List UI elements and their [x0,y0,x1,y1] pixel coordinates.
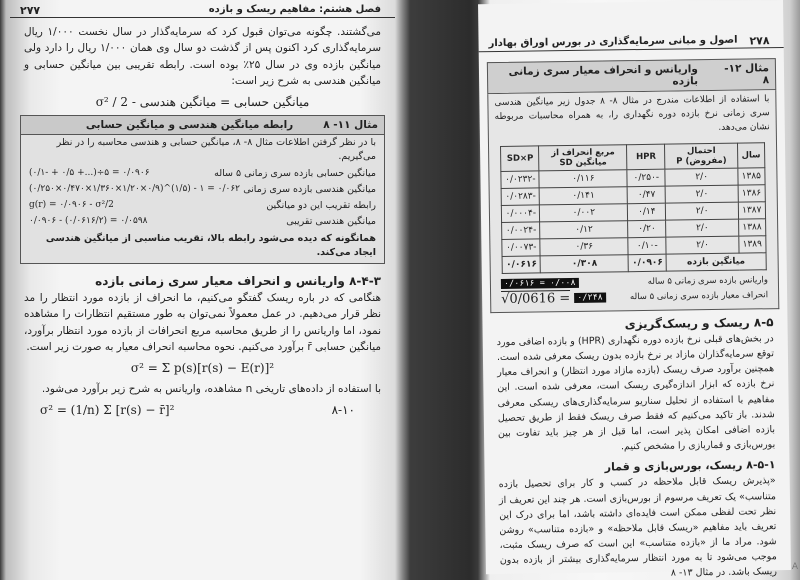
left-page-number: ۲۷۷ [20,4,41,17]
example-12-header [487,58,776,94]
variance-label: واریانس بازده سری زمانی ۵ ساله [647,275,768,287]
right-section-paragraph: در بخش‌های قبلی نرخ بازده دوره نگهداری (HPR) و بازده اضافی مورد توقع سرمایه‌گذاران مازاد بر نرخ بازده بدون ریسک معرفی شده است. همچنین برآورد صرف ریسک (بازده مازاد مورد انتظار) و انحراف معیار نرخ بازده که ابزار اندازه‌گیری ریسک است، معرفی شده است. این مفاهیم با استفاده از تحلیل سناریو سرمایه‌گذاری‌های ریسکی معرفی شدند. باز تاکید می‌کنیم که فقط صرف ریسک فقط از طریق تحصیل بازده اضافی امکان پذیر است، اما قبل از هر چیز باید تفاوت بین بورس‌بازی و قماربازی را مشخص کنیم. [496,332,776,453]
table-cell: ۰/۱۴۱ [539,187,627,205]
right-page [478,0,791,580]
table-cell: ۰/۱۱۶ [539,170,627,188]
table-cell: -۰/۰۲۸۳ [502,188,540,206]
table-cell: ۱۳۸۶ [738,185,765,202]
variance-value: ۰/۰۶۱۶ = ۰/۰۰۸ [501,278,579,289]
table-cell: ۱۳۸۷ [738,202,765,219]
left-formula-3-row [10,403,395,417]
right-page-header [478,30,783,52]
table-footer-value: ۰/۳۰۸ [540,254,628,272]
table-cell: ۰/۴۷ [628,186,666,204]
formula-number: ۸-۱۰ [331,403,355,418]
left-section-paragraph: هنگامی که در باره ریسک گفتگو می‌کنیم، ما انحراف از بازده مورد انتظار را مد نظر قرار می‌دهیم. در عمل معمولاً نمی‌توان به طور مستقیم انتظارات را مشاهده نمود، اما واریانس را از طریق محاسبه مربع انحرافات از بازده مورد انتظار برآورد، میانگین حسابی r̄ برآورد می‌کنیم. نحوه محاسبه انحراف معیار به صورت زیر است. [24,292,381,353]
section-heading-risk: ۸-۵ ریسک و ریسک‌گریزی [624,314,774,332]
table-header: مربع انحراف از میانگین SD [539,145,628,171]
std-value: ۰/۲۴۸ [574,292,606,302]
left-formula-2: σ² = Σ p(s)[r(s) − E(r)]² [130,361,275,376]
left-formula-3: σ² = (1/n) Σ [r(s) − r̄]² [40,403,175,418]
table-cell: -۰/۰۰۰۴ [502,205,540,223]
left-page [10,0,395,580]
table-cell: ۱۳۸۹ [739,236,766,253]
example-11-intro-text: با در نظر گرفتن اطلاعات مثال ۸- ۸، میانگین حسابی و هندسی محاسبه را در نظر می‌گیریم. [56,137,376,163]
table-cell: ۱۳۸۸ [739,219,766,236]
example-row-value: ۰/۰۹۰۶ - (۰/۰۶۱۶/۲) = ۰/۰۵۹۸ [29,216,148,227]
right-header-title: اصول و مبانی سرمایه‌گذاری در بورس اوراق بهادار [488,34,738,50]
example-row-label: میانگین حسابی بازده سری زمانی ۵ ساله [214,167,376,179]
section-heading-variance: ۸-۴-۳ واریانس و انحراف معیار سری زمانی بازده [95,274,381,289]
table-cell: ۲/۰ [666,202,739,220]
table-cell: ۰/۳۶ [540,237,628,255]
table-footer-value: ۰/۰۹۰۶ [629,254,667,272]
example-11-box [20,115,385,264]
left-formula-1: σ² / 2 - میانگین حسابی = میانگین هندسی [95,95,310,110]
table-cell: ۲/۰ [666,236,739,254]
table-header: سال [738,143,765,168]
example-row-label: میانگین هندسی بازده سری زمانی [243,183,376,195]
table-header: SD×P [501,146,539,172]
example-11-row [21,166,384,182]
table-cell: ۰/۱۲ [540,220,628,238]
example-12-intro: با استفاده از اطلاعات مندرج در مثال ۸- ۸ جدول زیر میانگین هندسی سری زمانی نرخ بازده دوره نگهداری را، به همراه محاسبات مربوطه نشان می‌دهد. [494,94,770,133]
example-12-title: واریانس و انحراف معیار سری زمانی بازده [508,63,699,88]
right-subsection-paragraph: «پذیرش ریسک قابل ملاحظه در کسب و کار برای تحصیل بازده متناسب» یک تعریف مرسوم از بورس‌بازی است. هر چند این تعریف از نظر تحت لفظی ممکن است فایده‌ای داشته باشد، اما برای درک این تعریف باید مفاهیم «ریسک قابل ملاحظه» و «بازده متناسب» روشن شود. مراد ما از «بازده متناسب» این است که صرف ریسک مثبت، موجب می‌شود تا به مورد انتظار سرمایه‌گذاری بیشتر از بازده بدون ریسک باشد. در مثال ۱۳- ۸ [498,475,778,580]
example-11-row [21,198,384,214]
table-header-row [501,143,764,172]
left-intro-paragraph: می‌گشتند. چگونه می‌توان قبول کرد که سرمایه‌گذار در سال نخست ۱/۰۰۰ ریال سرمایه‌گذاری کرد اکنون پس از گذشت دو سال وی همان ۱/۰۰۰ ریال را دارد ولی میانگین بازده وی در سال ۲۵٪ بوده است. رابطه تقریبی بین میانگین حسابی و میانگین هندسی به شرح زیر است: [24,26,382,87]
example-row-value: (۰/۲۵۰×۰/۴۷۰×۱/۳۶۰×۱/۲۰×۰/۹)^(۱/۵) - ۱ = ۰/۰۶۲ [29,183,241,194]
table-footer-value: ۰/۰۶۱۶ [503,256,541,274]
std-line [491,286,778,308]
example-12-label: مثال ۱۲- ۸ [724,62,770,87]
table-cell: -۰/۱۰ [628,237,666,255]
example-11-row [21,182,384,198]
example-row-value: (۰/۱- + ۰/۵ +...)÷۵ = ۰/۰۹۰۶ [29,167,150,178]
edge-letter: A [791,562,798,572]
example-11-label: مثال ۱۱- ۸ [323,119,378,132]
returns-table [500,142,766,274]
table-cell: -۰/۲۵۰ [627,169,665,187]
example-11-header [21,116,384,135]
example-11-row [21,214,384,230]
table-cell: -۰/۰۰۷۳ [502,239,540,257]
table-footer-label: میانگین بازده [666,253,765,271]
example-12-box [487,90,779,313]
example-11-footer-text: همانگونه که دیده می‌شود رابطه بالا، تقریب مناسبی از میانگین هندسی ایجاد می‌کند. [45,232,376,258]
table-cell: ۲/۰ [665,185,738,203]
std-value-group [501,289,606,306]
table-cell: ۲/۰ [665,168,738,186]
example-11-title: رابطه میانگین هندسی و میانگین حسابی [85,119,294,132]
example-row-label: رابطه تقریب این دو میانگین [266,200,376,212]
table-cell: -۰/۰۰۲۴ [502,222,540,240]
table-header: HPR [627,144,665,170]
std-formula: √0/0616 = [501,290,571,307]
table-cell: ۰/۱۴ [628,203,666,221]
table-cell: ۰/۲۰ [628,220,666,238]
table-cell: -۰/۰۲۳۲ [501,171,539,189]
table-footer-row [503,253,766,274]
example-row-label: میانگین هندسی تقریبی [286,216,376,228]
table-header: احتمال (مفروض) P [665,143,738,169]
std-label: انحراف معیار بازده سری زمانی ۵ ساله [629,290,769,302]
table-cell: ۲/۰ [666,219,739,237]
example-11-footer [21,231,384,264]
example-11-intro [21,135,384,166]
table-cell: ۰/۰۰۲ [540,203,628,221]
left-section-paragraph-2: با استفاده از داده‌های تاریخی n مشاهده، واریانس به شرح زیر برآورد می‌شود. [41,383,381,396]
right-page-number: ۲۷۸ [749,34,770,48]
subsection-heading-speculation: ۸-۵-۱ ریسک، بورس‌بازی و قمار [604,458,776,474]
example-row-value: g(r) = ۰/۰۹۰۶ - σ²/2 [29,200,114,211]
table-cell: ۱۳۸۵ [738,168,765,185]
left-header-title: فصل هشتم: مفاهیم ریسک و بازده [208,4,381,15]
left-page-header [10,0,395,18]
